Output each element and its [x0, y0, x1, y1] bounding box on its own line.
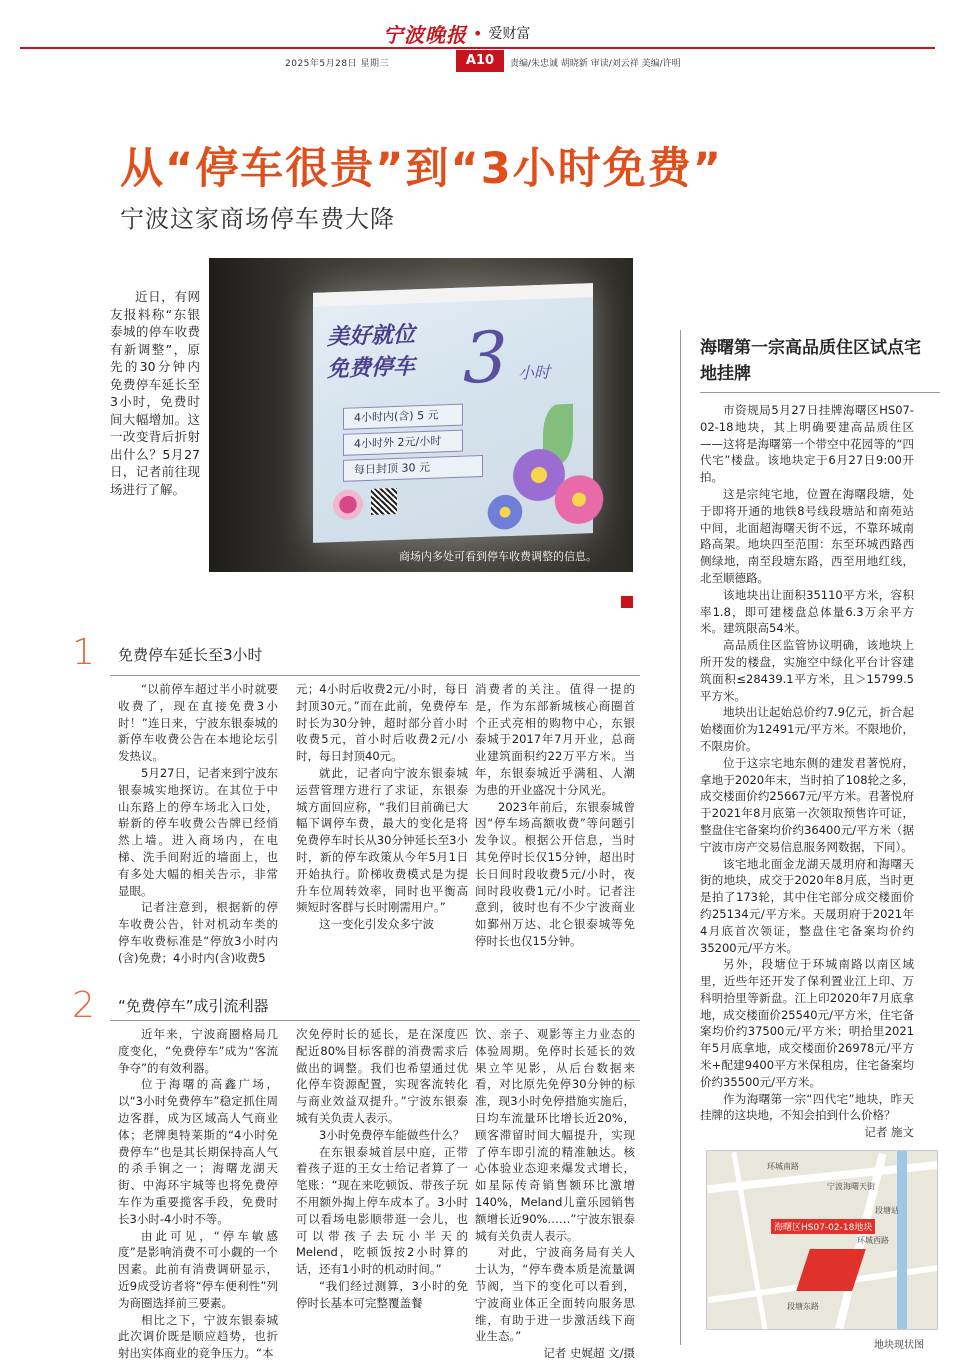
map-lot-label: 海曙区HS07-02-18地块	[771, 1219, 875, 1234]
paragraph: 位于这宗宅地东侧的建发君著悦府，拿地于2020年末，当时拍了108轮之多，成交楼面价约25667元/平方米。君著悦府于2021年8月底第一次领取预售许可证，整盘住宅备案均价约36400元/平方米（据宁波市房产交易信息服务网数据，下同）。	[700, 755, 914, 854]
paragraph: 记者注意到，根据新的停车收费公告，针对机动车类的停车收费标准是“停放3小时内(含)免费；4小时内(含)收费5	[118, 900, 278, 965]
article-photo	[209, 258, 633, 572]
paragraph: 近年来，宁波商圈格局几度变化，“免费停车”成为“客流争夺”的有效利器。	[118, 1027, 278, 1075]
masthead-dot: •	[473, 23, 483, 43]
map-place-label: 环城南路	[767, 1162, 799, 1171]
poster-hours: 小时	[518, 362, 551, 383]
section-2-title: “免费停车”成引流利器	[118, 997, 269, 1015]
article-subhead: 宁波这家商场停车费大降	[120, 205, 395, 233]
map-place-label: 环城西路	[857, 1236, 889, 1245]
section-1-rule	[110, 675, 640, 676]
section-2-number: 2	[72, 985, 95, 1026]
section-marker	[621, 596, 633, 608]
section-2-column-2	[296, 1026, 468, 1312]
section-name: 爱财富	[488, 26, 531, 42]
map-caption: 地块现状图	[874, 1340, 924, 1351]
poster-slogan-2: 免费停车	[327, 353, 416, 383]
paragraph: 就此，记者向宁波东银泰城运营管理方进行了求证，东银泰城方面回应称，“我们目前确已大幅下调停车费，最大的变化是将免费停车时长从30分钟延长至3小时，新的停车政策从今年5月1日开始执行。阶梯收费模式是为提升车位周转效率，同时也平衡高频短时客群与长时刚需用户。”	[296, 765, 468, 915]
article-lead	[110, 288, 200, 498]
section-2-rule	[110, 1020, 640, 1021]
page-number-tab: A10	[456, 50, 504, 72]
paragraph: 在东银泰城首层中庭，正带着孩子逛的王女士给记者算了一笔账：“现在来吃顿饭、带孩子玩不用额外掏上停车成本了。3小时可以看场电影顺带逛一会儿，也可以带孩子去玩小半天的Melend，吃顿饭按2小时算的话，还有1小时的机动时间。”	[296, 1144, 468, 1277]
section-1-column-1	[118, 681, 278, 967]
sidebar-rule	[700, 392, 940, 393]
lot-location-map	[706, 1150, 938, 1330]
poster-slogan-1: 美好就位	[327, 321, 416, 351]
paragraph: 高品质住区监管协议明确，该地块上所开发的楼盘，实施空中绿化平台计容建筑面积≤28439.1平方米，且＞15799.5平方米。	[700, 638, 914, 703]
paragraph: “我们经过测算，3小时的免停时长基本可完整覆盖餐	[296, 1278, 468, 1310]
masthead	[383, 18, 530, 48]
section-1-column-2	[296, 681, 468, 933]
paragraph: 相比之下，宁波东银泰城此次调价既是顺应趋势，也折射出实体商业的竞争压力。“本	[118, 1312, 278, 1361]
paragraph: “以前停车超过半小时就要收费了，现在直接免费3小时！”连日来，宁波东银泰城的新停车收费公告在本地论坛引发热议。	[118, 682, 278, 764]
sidebar-headline: 海曙第一宗高品质住区试点宅地挂牌	[700, 338, 921, 384]
paragraph: 该地块出让面积35110平方米，容积率1.8，即可建楼盘总体量6.3万余平方米。建筑限高54米。	[700, 587, 914, 636]
paragraph: 次免停时长的延长，是在深度匹配近80%目标客群的消费需求后做出的调整。我们也希望通过优化停车资源配置，实现客流转化与商业效益双提升。”宁波东银泰城有关负责人表示。	[296, 1027, 468, 1125]
paragraph: 5月27日，记者来到宁波东银泰城实地探访。在其位于中山东路上的停车场北入口处，崭新的停车收费公告牌已经悄然上墙。进入商场内，在电梯、洗手间附近的墙面上，也有多处大幅的相关告示，非常显眼。	[118, 765, 278, 898]
column-divider	[680, 330, 681, 1345]
paragraph: 地块出让起始总价约7.9亿元，折合起始楼面价为12491元/平方米。不限地价，不限房价。	[700, 705, 914, 753]
section-1-column-3	[475, 681, 635, 950]
photo-caption: 商场内多处可看到停车收费调整的信息。	[399, 550, 597, 563]
poster-flower-blue	[485, 491, 525, 532]
article-headline: 从“停车很贵”到“3小时免费”	[120, 144, 723, 194]
article-credit: 记者 史娓超 文/摄	[543, 1346, 635, 1361]
newspaper-brand: 宁波晚报	[383, 22, 467, 47]
dateline: 2025年5月28日 星期三	[285, 59, 389, 69]
map-place-label: 宁波海曙天街	[827, 1182, 875, 1191]
map-place-label: 段塘东路	[787, 1302, 819, 1311]
paragraph: 位于海曙的高鑫广场，以“3小时免费停车”稳定抓住周边客群，成为区域高人气商业体；老牌奥特莱斯的“4小时免费停车”也是其长期保持高人气的杀手锏之一；海曙龙湖天街、中海环宇城等也将免费停车作为重要揽客手段，免费时长3小时-4小时不等。	[118, 1077, 278, 1226]
paragraph: 作为海曙第一宗“四代宅”地块，昨天挂牌的这块地，不知会拍到什么价格？	[700, 1091, 914, 1123]
qr-code-icon	[371, 488, 397, 515]
poster-rate-1: 4小时内(含) 5 元	[343, 404, 463, 430]
map-place-label: 段塘站	[875, 1206, 899, 1215]
header-rule	[20, 47, 935, 49]
section-1-number: 1	[72, 632, 95, 673]
sidebar-body	[700, 402, 914, 1141]
section-2-column-3	[475, 1026, 635, 1362]
paragraph: 消费者的关注。值得一提的是，作为东部新城核心商圈首个正式亮相的购物中心，东银泰城于2017年7月开业，总商业建筑面积约22万平方米。当年，东银泰城近乎满租、人潮为患的开业盛况十分风光。	[475, 682, 635, 797]
paragraph: 饮、亲子、观影等主力业态的体验周期。免停时长延长的效果立竿见影，从后台数据来看，对比原先免停30分钟的标准，现3小时免停措施实施后，日均车流量环比增长近20%，顾客滞留时间大幅提升，实现了停车即引流的精准触达。核心体验业态迎来爆发式增长，如星际传奇销售额环比激增140%，Meland儿童乐园销售额增长近90%……”宁波东银泰城有关负责人表示。	[475, 1027, 635, 1243]
paragraph: 另外，段塘位于环城南路以南区域里，近些年还开发了保利置业江上印、万科明拾里等新盘。江上印2020年7月底拿地，成交楼面价25540元/平方米，住宅备案均价约37500元/平方米；明拾里2021年5月底拿地，成交楼面价26978元/平方米+配建9400平方米保租房，住宅备案均价约35500元/平方米。	[700, 957, 914, 1089]
mall-logo-icon	[333, 489, 363, 520]
editor-credits: 责编/朱忠诚 胡晓新 审读/刘云祥 美编/许明	[510, 59, 681, 69]
paragraph: 元；4小时后收费2元/小时，每日封顶30元。”而在此前，免费停车时长为30分钟，超时部分首小时收费5元，首小时后收费2元/小时，每日封顶40元。	[296, 682, 468, 764]
poster-rate-3: 每日封顶 30 元	[343, 455, 483, 482]
paragraph: 这是宗纯宅地，位置在海曙段塘，处于即将开通的地铁8号线段塘站和南苑站中间，北面超海曙天街不远，不靠环城南路高架。地块四至范围：东至环城西路西侧绿地，南至段塘东路，西至用地红线，北至顺德路。	[700, 486, 914, 585]
map-river	[897, 1151, 907, 1330]
paragraph: 3小时免费停车能做些什么？	[319, 1127, 465, 1142]
paragraph: 2023年前后，东银泰城曾因“停车场高额收费”等问题引发争议。根据公开信息，当时其免停时长仅15分钟，超出时长日间时段收费5元/小时，夜间时段收费1元/小时。记者注意到，彼时也有不少宁波商业如鄞州万达、北仑银泰城等免停时长也仅15分钟。	[475, 799, 635, 948]
paragraph: 由此可见，“停车敏感度”是影响消费不可小觑的一个因素。此前有消费调研显示，近9成受访者将“停车便利性”列为商圈选择前三要素。	[118, 1228, 278, 1310]
land-lot-marker	[796, 1249, 866, 1291]
poster-big-number: 3	[463, 316, 508, 400]
paragraph: 对此，宁波商务局有关人士认为，“停车费本质是流量调节阀，当下的变化可以看到，宁波商业体正全面转向服务思维，有助于进一步激活线下商业生态。”	[475, 1245, 635, 1344]
poster-rate-2: 4小时外 2元/小时	[343, 430, 463, 456]
paragraph: 这一变化引发众多宁波	[319, 917, 434, 932]
paragraph: 市资规局5月27日挂牌海曙区HS07-02-18地块，其上明确要建高品质住区——这将是海曙第一个带空中花园等的“四代宅”楼盘。该地块定于6月27日9:00开拍。	[700, 403, 914, 485]
section-1-title: 免费停车延长至3小时	[118, 646, 263, 664]
sidebar-credit: 记者 施文	[864, 1125, 914, 1140]
lead-text: 近日，有网友报料称“东银泰城的停车收费有新调整”，原先的30分钟内免费停车延长至3小时，免费时间大幅增加。这一改变背后折射出什么？5月27日，记者前往现场进行了解。	[110, 289, 200, 497]
paragraph: 该宅地北面金龙湖天晟玥府和海曙天街的地块，成交于2020年8月底，当时更是拍了173轮，其中住宅部分成交楼面价约25134元/平方米。天晟玥府于2021年4月底首次领证，整盘住宅备案均价约35200元/平方米。	[700, 856, 914, 955]
section-2-column-1	[118, 1026, 278, 1362]
parking-poster	[313, 283, 593, 543]
